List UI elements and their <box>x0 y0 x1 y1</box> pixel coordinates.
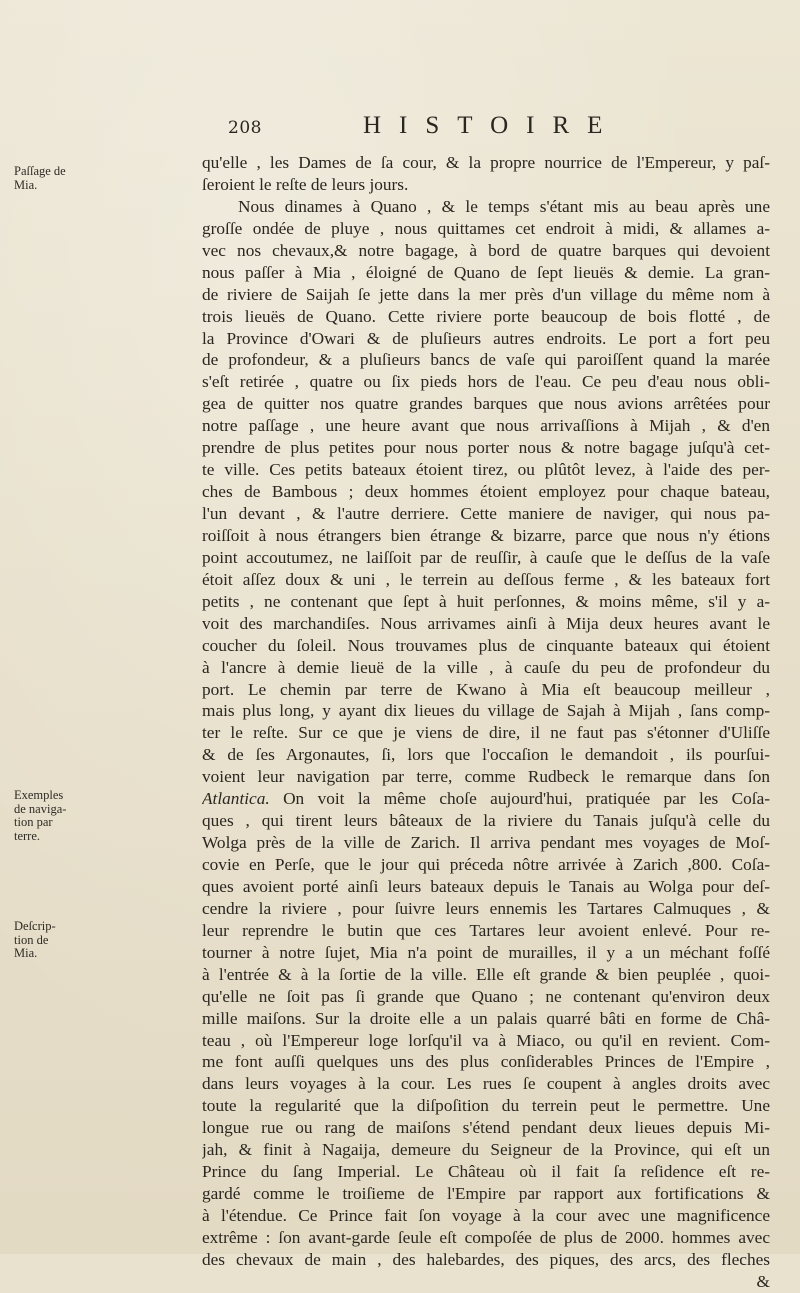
text-line: gardé comme le troiſieme de l'Empire par rapport aux fortifications & <box>202 1184 770 1204</box>
text-line: ter le reſte. Sur ce que je viens de dire, il ne faut pas s'étonner d'Uliſſe <box>202 723 770 743</box>
text-line: notre paſſage , une heure avant que nous arrivaſſions à Mijah , & d'en <box>202 416 770 436</box>
text-line: ches de Bambous ; deux hommes étoient employez pour chaque bateau, <box>202 482 770 502</box>
margin-note-line: Exemples <box>14 788 64 802</box>
text-line: coucher du ſoleil. Nous trouvames plus de cinquante bateaux qui étoient <box>202 635 770 655</box>
margin-note-line: tion par <box>14 815 53 829</box>
text-line: la Province d'Owari & de pluſieurs autres endroits. Le port a fort peu <box>202 328 770 348</box>
text-line: Prince du ſang Imperial. Le Château où il fait ſa reſidence eſt re- <box>202 1162 770 1182</box>
text-line: à l'étendue. Ce Prince fait ſon voyage à la cour avec une magnificence <box>202 1206 770 1225</box>
text-line: qu'elle , les Dames de ſa cour, & la propre nourrice de l'Empereur, y paſ- <box>202 153 770 172</box>
italic-title: Atlantica. <box>202 789 270 809</box>
text-line: ſeroient le reſte de leurs jours. <box>202 174 409 194</box>
text-line: extrême : ſon avant-garde ſeule eſt compoſée de plus de 2000. hommes avec <box>202 1227 770 1247</box>
text-line: roiſſoit à nous étrangers bien étrange & bizarre, parce que nous n'y étions <box>202 525 770 545</box>
text-line: cendre la riviere , pour ſuivre leurs ennemis les Tartares Calmuques , & <box>202 898 770 918</box>
margin-note-line: Mia. <box>14 177 38 192</box>
text-line: de profondeur, & a pluſieurs bancs de vaſe qui paroiſſent quand la marée <box>202 350 770 370</box>
text-line: voient leur navigation par terre, comme Rudbeck le remarque dans ſon <box>202 767 770 787</box>
text-line: de riviere de Saijah ſe jette dans la mer près d'un village du même nom à <box>202 284 770 304</box>
text-line: port. Le chemin par terre de Kwano à Mia eſt beaucoup meilleur , <box>202 679 770 699</box>
margin-note-line: tion de <box>14 932 49 947</box>
text-line: me font auſſi quelques uns des plus conſiderables Princes de l'Empire , <box>202 1052 770 1072</box>
text-line: des chevaux de main , des halebardes, des piques, des arcs, des fleches <box>202 1249 770 1269</box>
text-line: teau , où l'Empereur loge lorſqu'il va à Miaco, ou qu'il en revient. Com- <box>202 1030 770 1050</box>
text-line: jah, & finit à Nagaija, demeure du Seigneur de la Province, qui eſt un <box>202 1140 770 1160</box>
text-line: leur reprendre le butin que ces Tartares leur avoient enlevé. Pour re- <box>202 920 770 940</box>
text-line: point accoutumez, ne laiſſoit par de reuſſir, à cauſe que le deſſus de la vaſe <box>202 547 770 567</box>
text-line: qu'elle ne ſoit pas ſi grande que Quano ; ne contenant qu'environ deux <box>202 986 770 1006</box>
text-line: à l'entrée & à la ſortie de la ville. Elle eſt grande & bien peuplée , quoi- <box>202 964 770 984</box>
text-line: covie en Perſe, que le jour qui préceda nôtre arrivée à Zarich ,800. Coſa- <box>202 855 770 874</box>
text-line: & <box>756 1271 770 1291</box>
margin-note-line: Mia. <box>14 946 38 960</box>
text-line: trois lieuës de Quano. Cette riviere porte beaucoup de bois flotté , de <box>202 306 770 326</box>
text-line: & de ſes Argonautes, ſi, lors que l'occaſion le demandoit , ils pourſui- <box>202 745 770 765</box>
text-line: mais plus long, y ayant dix lieues du village de Sajah à Mijah , ſans comp- <box>202 701 770 721</box>
text-line: groſſe ondée de pluye , nous quittames cet endroit à midi, & allames a- <box>202 218 770 238</box>
text-line: s'eſt retirée , quatre ou ſix pieds hors de l'eau. Ce peu d'eau nous obli- <box>202 372 770 392</box>
text-line: mille maiſons. Sur la droite elle a un palais quarré bâti en forme de Châ- <box>202 1008 770 1028</box>
running-head: HISTOIRE <box>363 112 621 139</box>
text-line: te ville. Ces petits bateaux étoient tirez, ou plûtôt levez, à l'aide des per- <box>202 460 770 480</box>
margin-note-exemples <box>14 789 80 843</box>
text-line: étoit aſſez doux & uni , le terrein au deſſous ferme , & les bateaux fort <box>202 569 770 589</box>
margin-note-line: terre. <box>14 828 41 843</box>
text-line: Atlantica. On voit la même choſe aujourd'hui, pratiquée par les Coſa- <box>202 789 770 809</box>
text-line: longue rue ou rang de maiſons s'étend pendant deux lieues depuis Mi- <box>202 1118 770 1138</box>
text-line: Nous dinames à Quano , & le temps s'étant mis au beau après une <box>238 196 770 216</box>
text-line: toute la regularité que la diſpoſition du terrein peut le permettre. Une <box>202 1096 770 1116</box>
text-line: gea de quitter nos quatre grandes barques que nous avions arrêtées pour <box>202 394 770 414</box>
text-line: tourner à notre ſujet, Mia n'a point de murailles, il y a un méchant foſſé <box>202 942 770 962</box>
margin-note-line: Paſſage de <box>14 164 66 178</box>
text-line: l'un devant , & l'autre derriere. Cette maniere de naviger, qui nous pa- <box>202 504 770 523</box>
margin-note-description <box>14 920 80 961</box>
text-line: ques avoient porté ainſi leurs bateaux depuis le Tanais au Wolga pour deſ- <box>202 876 770 896</box>
text-line: Wolga près de la ville de Zarich. Il arriva pendant mes voyages de Moſ- <box>202 833 770 853</box>
body-text <box>202 152 770 1293</box>
text-line: nous paſſer à Mia , éloigné de Quano de ſept lieuës & demie. La gran- <box>202 262 770 282</box>
text-line: ques , qui tirent leurs bâteaux de la riviere du Tanais juſqu'à celle du <box>202 811 770 831</box>
text-line: voit des marchandiſes. Nous arrivames ainſi à Mija deux heures avant le <box>202 613 770 633</box>
page-header <box>228 112 768 142</box>
page-number: 208 <box>228 118 262 138</box>
text-line: dans leurs voyages à la cour. Les rues ſe coupent à angles droits avec <box>202 1074 770 1094</box>
text-line: vec nos chevaux,& notre bagage, à bord de quatre barques qui devoient <box>202 240 770 260</box>
margin-note-line: Deſcrip- <box>14 919 56 933</box>
text-line: à l'ancre à demie lieuë de la ville , à cauſe du peu de profondeur du <box>202 657 770 677</box>
margin-note-line: de naviga- <box>14 801 67 816</box>
margin-note-passage <box>14 165 80 192</box>
text-line: petits , ne contenant que ſept à huit perſonnes, & moins même, s'il y a- <box>202 591 770 611</box>
text-line: prendre de plus petites pour nous porter nous & notre bagage juſqu'à cet- <box>202 438 770 458</box>
